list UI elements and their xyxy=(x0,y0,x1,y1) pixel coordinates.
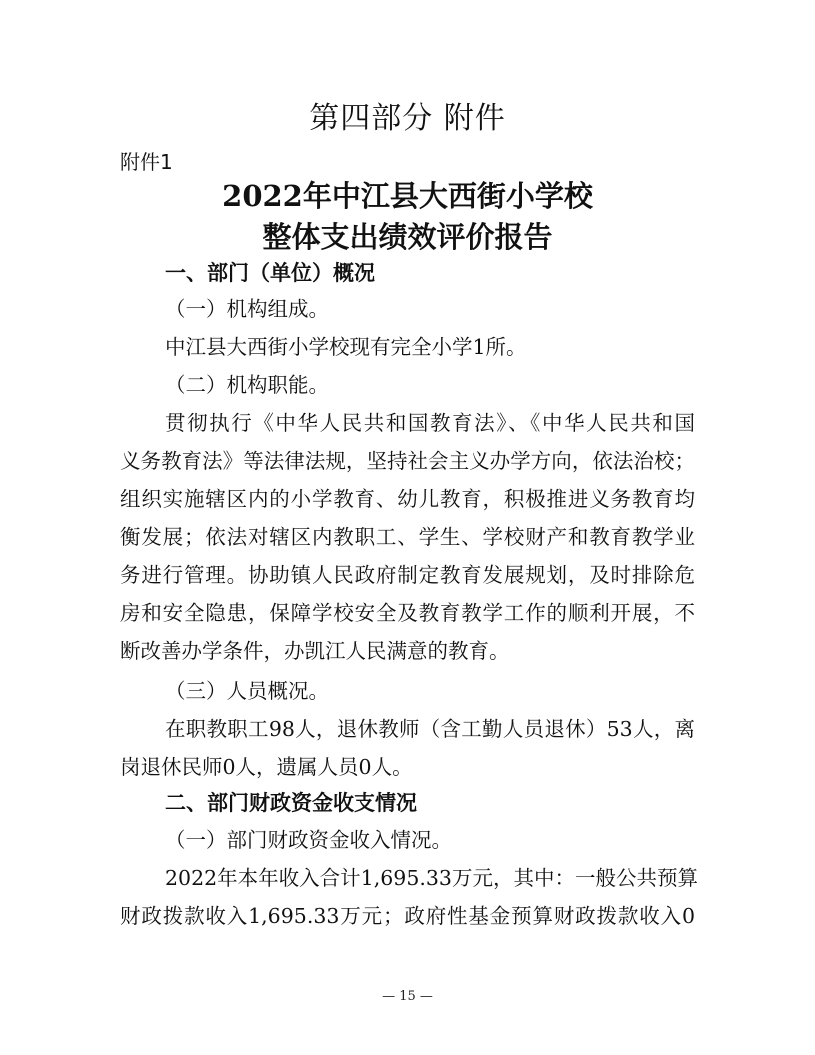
subsection-heading: （一）部门财政资金收入情况。 xyxy=(165,828,452,852)
paragraph-line: 2022年本年收入合计1,695.33万元，其中：一般公共预算 xyxy=(165,866,698,890)
subsection-heading: （三）人员概况。 xyxy=(165,679,329,703)
paragraph-line: 断改善办学条件，办凯江人民满意的教育。 xyxy=(120,639,510,663)
section-heading-1: 一、部门（单位）概况 xyxy=(165,260,375,285)
paragraph-line: 房和安全隐患，保障学校安全及教育教学工作的顺利开展，不 xyxy=(120,601,695,625)
subsection-heading: （二）机构职能。 xyxy=(165,373,329,397)
report-title-line-1: 2022年中江县大西街小学校 xyxy=(222,179,593,213)
paragraph-line: 义务教育法》等法律法规，坚持社会主义办学方向，依法治校； xyxy=(120,449,695,473)
annex-label: 附件1 xyxy=(120,150,173,174)
paragraph-line: 在职教职工98人，退休教师（含工勤人员退休）53人，离 xyxy=(165,717,695,741)
paragraph-line: 岗退休民师0人，遗属人员0人。 xyxy=(120,755,413,779)
paragraph-line: 贯彻执行《中华人民共和国教育法》、《中华人民共和国 xyxy=(165,411,695,435)
paragraph-line: 组织实施辖区内的小学教育、幼儿教育，积极推进义务教育均 xyxy=(120,487,695,511)
report-title-line-2: 整体支出绩效评价报告 xyxy=(262,220,553,254)
section-heading-2: 二、部门财政资金收支情况 xyxy=(165,790,417,815)
paragraph-line: 衡发展；依法对辖区内教职工、学生、学校财产和教育教学业 xyxy=(120,525,695,549)
page-number: — 15 — xyxy=(382,989,433,1004)
paragraph-line: 务进行管理。协助镇人民政府制定教育发展规划，及时排除危 xyxy=(120,563,695,587)
part-title: 第四部分 附件 xyxy=(309,101,506,136)
subsection-heading: （一）机构组成。 xyxy=(165,297,329,321)
paragraph-line: 财政拨款收入1,695.33万元；政府性基金预算财政拨款收入0 xyxy=(120,904,695,928)
paragraph-line: 中江县大西街小学校现有完全小学1所。 xyxy=(165,335,527,359)
